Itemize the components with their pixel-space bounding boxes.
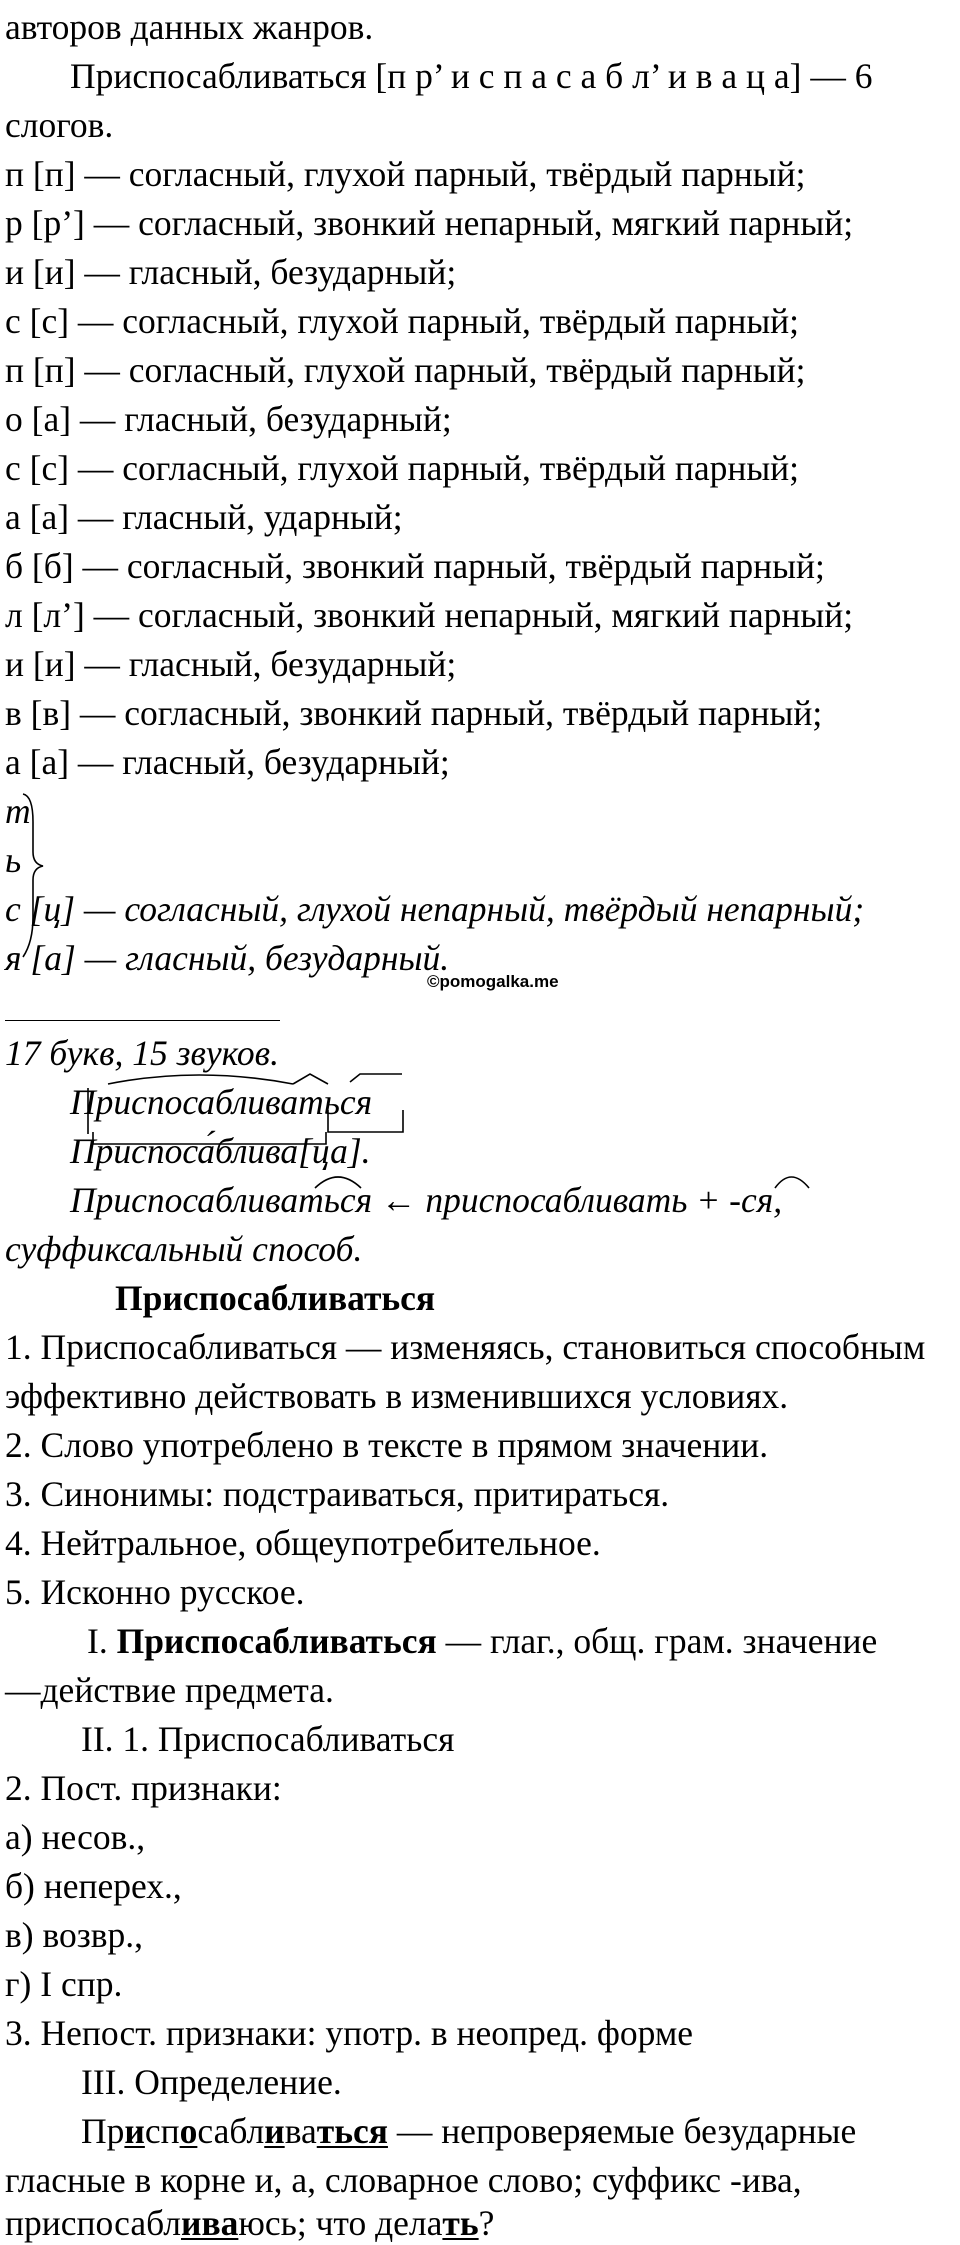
phonetic-line: а [а] — гласный, безударный;	[5, 742, 450, 782]
morph-line: 2. Пост. признаки:	[5, 1768, 282, 1808]
divider-line	[5, 1020, 280, 1021]
morph-part-1	[87, 1620, 877, 1662]
brace-mark	[15, 792, 55, 972]
phonetic-line: с [с] — согласный, глухой парный, твёрдый парный;	[5, 301, 800, 341]
derivation-line	[70, 1179, 782, 1221]
phonetic-line: о [а] — гласный, безударный;	[5, 399, 452, 439]
stress-form: Приспоса́блива[ца].	[70, 1131, 371, 1171]
text-line: слогов.	[5, 105, 114, 145]
phonetic-line: р [р’] — согласный, звонкий непарный, мягкий парный;	[5, 203, 854, 243]
spelling-part: ва	[284, 2111, 317, 2151]
morph-word: Приспосабливаться	[116, 1621, 437, 1661]
lexical-item: 2. Слово употреблено в тексте в прямом значении.	[5, 1425, 769, 1465]
spelling-line	[81, 2110, 856, 2152]
spelling-part: ?	[478, 2203, 495, 2243]
morph-line: а) несов.,	[5, 1817, 146, 1857]
phonetic-line: с [с] — согласный, глухой парный, твёрдый парный;	[5, 448, 800, 488]
spelling-orthogram: ть	[442, 2203, 479, 2243]
letters-sounds-summary: 17 букв, 15 звуков.	[5, 1033, 279, 1073]
morph-line: в) возвр.,	[5, 1915, 144, 1955]
phonetic-line: а [а] — гласный, ударный;	[5, 497, 403, 537]
phonetic-line: п [п] — согласный, глухой парный, твёрдый парный;	[5, 350, 806, 390]
morph-line: г) I спр.	[5, 1964, 123, 2004]
morph-line: —действие предмета.	[5, 1670, 334, 1710]
derivation-word: Приспосабливаться	[70, 1180, 373, 1220]
lexical-item: эффективно действовать в изменившихся условиях.	[5, 1376, 789, 1416]
phonetic-line: и [и] — гласный, безударный;	[5, 644, 457, 684]
lexical-item: 1. Приспосабливаться — изменяясь, становиться способным	[5, 1327, 926, 1367]
morph-line: III. Определение.	[81, 2062, 342, 2102]
lexical-item: 3. Синонимы: подстраиваться, притираться.	[5, 1474, 670, 1514]
phonetic-line: б [б] — согласный, звонкий парный, твёрдый парный;	[5, 546, 825, 586]
spelling-part: сабл	[197, 2111, 265, 2151]
spelling-explanation: — непроверяемые безударные	[387, 2111, 857, 2151]
suffix-cap-mark	[773, 1172, 833, 1192]
derivation-arrow: ← приспосабливать +	[372, 1180, 730, 1220]
derivation-method: суффиксальный способ.	[5, 1229, 363, 1269]
derivation-suffix: -ся,	[729, 1180, 783, 1220]
spelling-orthogram: ться	[316, 2111, 388, 2151]
lexical-item: 5. Исконно русское.	[5, 1572, 305, 1612]
phonetic-line-ts: с [ц] — согласный, глухой непарный, твёрдый непарный;	[5, 889, 865, 929]
watermark: ©pomogalka.me	[427, 972, 559, 991]
lexical-item: 4. Нейтральное, общеупотребительное.	[5, 1523, 601, 1563]
spelling-part: юсь; что дела	[238, 2203, 443, 2243]
phonetic-line-ya: я [а] — гласный, безударный.	[5, 938, 450, 978]
morph-line: б) неперех.,	[5, 1866, 182, 1906]
morphemic-word-text: Приспосабливаться	[70, 1082, 373, 1122]
phonetic-line: в [в] — согласный, звонкий парный, твёрдый парный;	[5, 693, 823, 733]
postfix-cap-mark	[313, 1172, 373, 1192]
letter-t: т	[5, 791, 31, 831]
lexical-heading: Приспосабливаться	[115, 1278, 436, 1318]
morph-line: II. 1. Приспосабливаться	[81, 1719, 455, 1759]
letter-soft-sign: ь	[5, 840, 22, 880]
spelling-part: Пр	[81, 2111, 125, 2151]
spelling-orthogram: ива	[180, 2203, 239, 2243]
text-line: авторов данных жанров.	[5, 7, 374, 47]
roman-numeral: I.	[87, 1621, 117, 1661]
syllables-heading: Приспосабливаться [п р’ и с п а с а б л’ и в а ц а] — 6	[70, 56, 873, 96]
phonetic-line: л [л’] — согласный, звонкий непарный, мягкий парный;	[5, 595, 854, 635]
spelling-orthogram: о	[179, 2111, 198, 2151]
spelling-orthogram: и	[264, 2111, 285, 2151]
phonetic-line: п [п] — согласный, глухой парный, твёрдый парный;	[5, 154, 806, 194]
phonetic-line: и [и] — гласный, безударный;	[5, 252, 457, 292]
spelling-orthogram: и	[124, 2111, 145, 2151]
spelling-part: приспосабл	[5, 2203, 181, 2243]
spelling-line: гласные в корне и, а, словарное слово; суффикс -ива,	[5, 2160, 802, 2200]
morph-line: 3. Непост. признаки: употр. в неопред. форме	[5, 2013, 694, 2053]
morph-general-meaning: — глаг., общ. грам. значение	[436, 1621, 878, 1661]
spelling-line	[5, 2202, 494, 2244]
spelling-part: сп	[144, 2111, 180, 2151]
